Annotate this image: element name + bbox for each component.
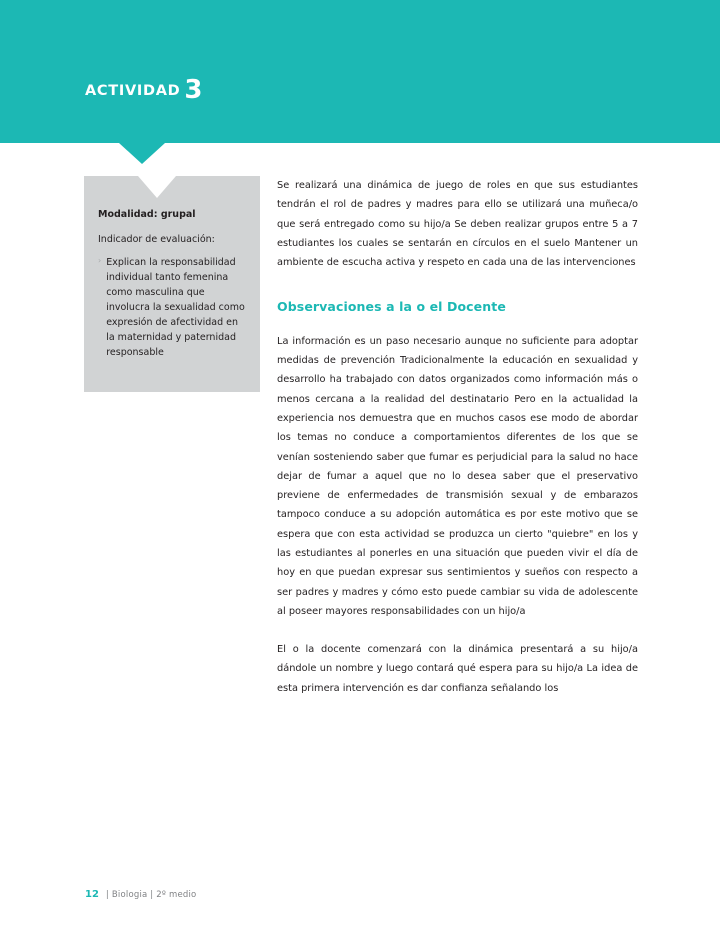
footer-meta-text: | Biologia | 2º medio (105, 890, 197, 900)
evaluation-indicator-item (98, 255, 246, 360)
activity-label: ACTIVIDAD (85, 83, 181, 99)
section-heading-observaciones: Observaciones a la o el Docente (277, 299, 506, 315)
modality-label: Modalidad: grupal (98, 209, 196, 220)
activity-number: 3 (184, 75, 203, 105)
header-pointer-triangle-icon (119, 143, 165, 164)
chevron-right-icon: › (98, 255, 102, 265)
evaluation-indicator-title: Indicador de evaluación: (98, 233, 215, 245)
evaluation-indicator-text: Explican la responsabilidad individual tanto femenina como masculina que involucra la sexualidad como expresión de afectividad en la maternidad y paternidad responsable (106, 256, 245, 358)
info-box-notch-icon (138, 176, 176, 198)
body-paragraph-1: La información es un paso necesario aunque no suficiente para adoptar medidas de prevención Tradicionalmente la educación en sexualidad y desarrollo ha trabajado con datos organizados como información más o menos cercana a la realidad del destinatario Pero en la actualidad la experiencia nos demuestra que en muchos casos ese modo de abordar los temas no conduce a comportamientos diferentes de los que se venían sosteniendo saber que fumar es perjudicial para la salud no hace dejar de fumar a aquel que no lo desea saber que el preservativo previene de enfermedades de transmisión sexual y de embarazos tampoco conduce a su adopción automática es por este motivo que se espera que con esta actividad se produzca un cierto "quiebre" en los y las estudiantes al ponerles en una situación que pueden vivir el día de hoy en que puedan expresar sus sentimientos y sueños con respecto a ser padres y madres y cómo esto puede cambiar su vida de adolescente al poseer mayores responsabilidades con un hijo/a (277, 335, 638, 617)
page-number: 12 (85, 889, 99, 900)
body-paragraph-2: El o la docente comenzará con la dinámica presentará a su hijo/a dándole un nombre y luego contará qué espera para su hijo/a La idea de esta primera intervención es dar confianza señalando los (277, 644, 638, 694)
activity-info-box (84, 176, 260, 392)
page-footer (85, 889, 196, 900)
intro-paragraph: Se realizará una dinámica de juego de roles en que sus estudiantes tendrán el rol de padres y madres para ello se utilizará una muñeca/o que será entregado como su hijo/a Se deben realizar grupos entre 5 a 7 estudiantes los cuales se sentarán en círculos en el suelo Mantener un ambiente de escucha activa y respeto en cada una de las intervenciones (277, 180, 638, 269)
activity-title (85, 74, 203, 105)
page-header-band (0, 0, 720, 143)
main-content-column (277, 176, 638, 698)
